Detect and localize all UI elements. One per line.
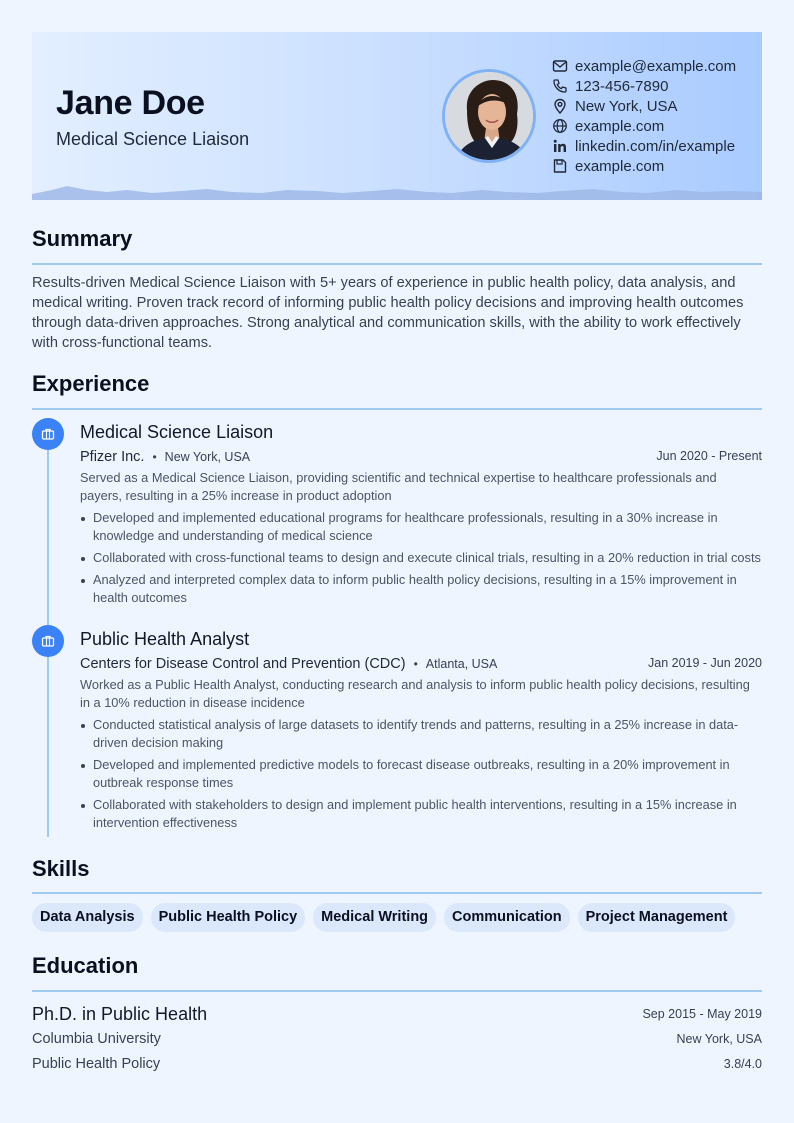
- contact-text: New York, USA: [575, 97, 678, 115]
- job-dates: Jun 2020 - Present: [656, 449, 762, 463]
- profile-photo: [442, 69, 536, 163]
- list-item: Developed and implemented predictive models to forecast disease outbreaks, resulting in a 20% improvement in outbreak response times: [80, 756, 762, 792]
- company-name: Centers for Disease Control and Prevention (CDC): [80, 656, 406, 672]
- contact-text: example@example.com: [575, 57, 737, 75]
- list-item: Developed and implemented educational programs for healthcare professionals, resulting in a 30% increase in knowledge and understanding of medical science: [80, 509, 762, 545]
- job-meta: [80, 652, 762, 674]
- section-divider: [32, 892, 762, 894]
- education-entry: [32, 1001, 762, 1076]
- job-bullets: [80, 509, 762, 607]
- experience-entry: [80, 626, 762, 836]
- summary-heading: Summary: [32, 226, 133, 251]
- contact-text: 123-456-7890: [575, 77, 669, 95]
- skill-tag: Medical Writing: [313, 903, 436, 932]
- summary-text: Results-driven Medical Science Liaison with 5+ years of experience in public health policy, data analysis, and medical writing. Proven track record of informing public health policy decisions and improving health outcomes through data-driven approaches. Strong analytical and communication skills, with the ability to work effectively with cross-functional teams.: [32, 275, 744, 351]
- contact-text: linkedin.com/in/example: [575, 137, 736, 155]
- contact-website[interactable]: [552, 116, 736, 136]
- education-location: New York, USA: [676, 1032, 762, 1046]
- contact-list: [552, 56, 736, 176]
- contact-location: [552, 96, 736, 116]
- contact-email[interactable]: [552, 56, 736, 76]
- experience-heading: Experience: [32, 371, 150, 396]
- job-description: Served as a Medical Science Liaison, providing scientific and technical expertise to healthcare professionals and payers, resulting in a 25% increase in product adoption: [80, 470, 717, 503]
- job-title: Public Health Analyst: [80, 629, 250, 649]
- contact-portfolio[interactable]: [552, 156, 736, 176]
- education-field-row: [32, 1052, 762, 1076]
- contact-text: example.com: [575, 157, 665, 175]
- job-bullets: [80, 716, 762, 832]
- skill-tag: Project Management: [578, 903, 736, 932]
- section-divider: [32, 263, 762, 265]
- job-title: Medical Science Liaison: [80, 422, 274, 442]
- section-divider: [32, 408, 762, 410]
- contact-phone[interactable]: [552, 76, 736, 96]
- education-gpa: 3.8/4.0: [723, 1057, 762, 1071]
- candidate-role: Medical Science Liaison: [56, 129, 250, 149]
- list-item: Collaborated with cross-functional teams to design and execute clinical trials, resulting in a 20% reduction in trial costs: [80, 549, 762, 567]
- contact-text: example.com: [575, 117, 665, 135]
- skills-list: [32, 903, 735, 932]
- mail-icon: [552, 58, 568, 74]
- resume-header: [32, 32, 762, 200]
- section-divider: [32, 990, 762, 992]
- list-item: Conducted statistical analysis of large datasets to identify trends and patterns, resulting in a 25% increase in data-driven decision making: [80, 716, 762, 752]
- job-meta: [80, 445, 762, 467]
- education-heading: Education: [32, 953, 139, 978]
- skill-tag: Public Health Policy: [151, 903, 306, 932]
- job-location: Atlanta, USA: [425, 657, 498, 671]
- globe-icon: [552, 118, 568, 134]
- location-pin-icon: [552, 98, 568, 114]
- list-item: Collaborated with stakeholders to design and implement public health interventions, resulting in a 15% increase in intervention effectiveness: [80, 796, 762, 832]
- skills-heading: Skills: [32, 856, 90, 881]
- skill-tag: Communication: [444, 903, 570, 932]
- candidate-name: Jane Doe: [56, 84, 205, 122]
- education-school-row: [32, 1027, 762, 1052]
- list-item: Analyzed and interpreted complex data to inform public health policy decisions, resulting in a 15% improvement in health outcomes: [80, 571, 762, 607]
- company-name: Pfizer Inc.: [80, 449, 145, 465]
- briefcase-icon: [32, 418, 64, 450]
- decorative-waves: [32, 180, 762, 200]
- job-location: New York, USA: [164, 450, 251, 464]
- phone-icon: [552, 78, 568, 94]
- separator-dot: •: [413, 657, 418, 671]
- job-dates: Jan 2019 - Jun 2020: [648, 656, 762, 670]
- job-description: Worked as a Public Health Analyst, conducting research and analysis to inform public health policy decisions, resulting in a 10% reduction in disease incidence: [80, 677, 750, 710]
- separator-dot: •: [152, 450, 157, 464]
- skill-tag: Data Analysis: [32, 903, 143, 932]
- field-of-study: Public Health Policy: [32, 1056, 161, 1072]
- contact-linkedin[interactable]: [552, 136, 736, 156]
- experience-entry: [80, 419, 762, 611]
- education-degree-row: [32, 1001, 762, 1027]
- portfolio-icon: [552, 158, 568, 174]
- briefcase-icon: [32, 625, 64, 657]
- degree-title: Ph.D. in Public Health: [32, 1004, 208, 1024]
- education-dates: Sep 2015 - May 2019: [642, 1007, 762, 1021]
- linkedin-icon: [552, 138, 568, 154]
- school-name: Columbia University: [32, 1031, 161, 1047]
